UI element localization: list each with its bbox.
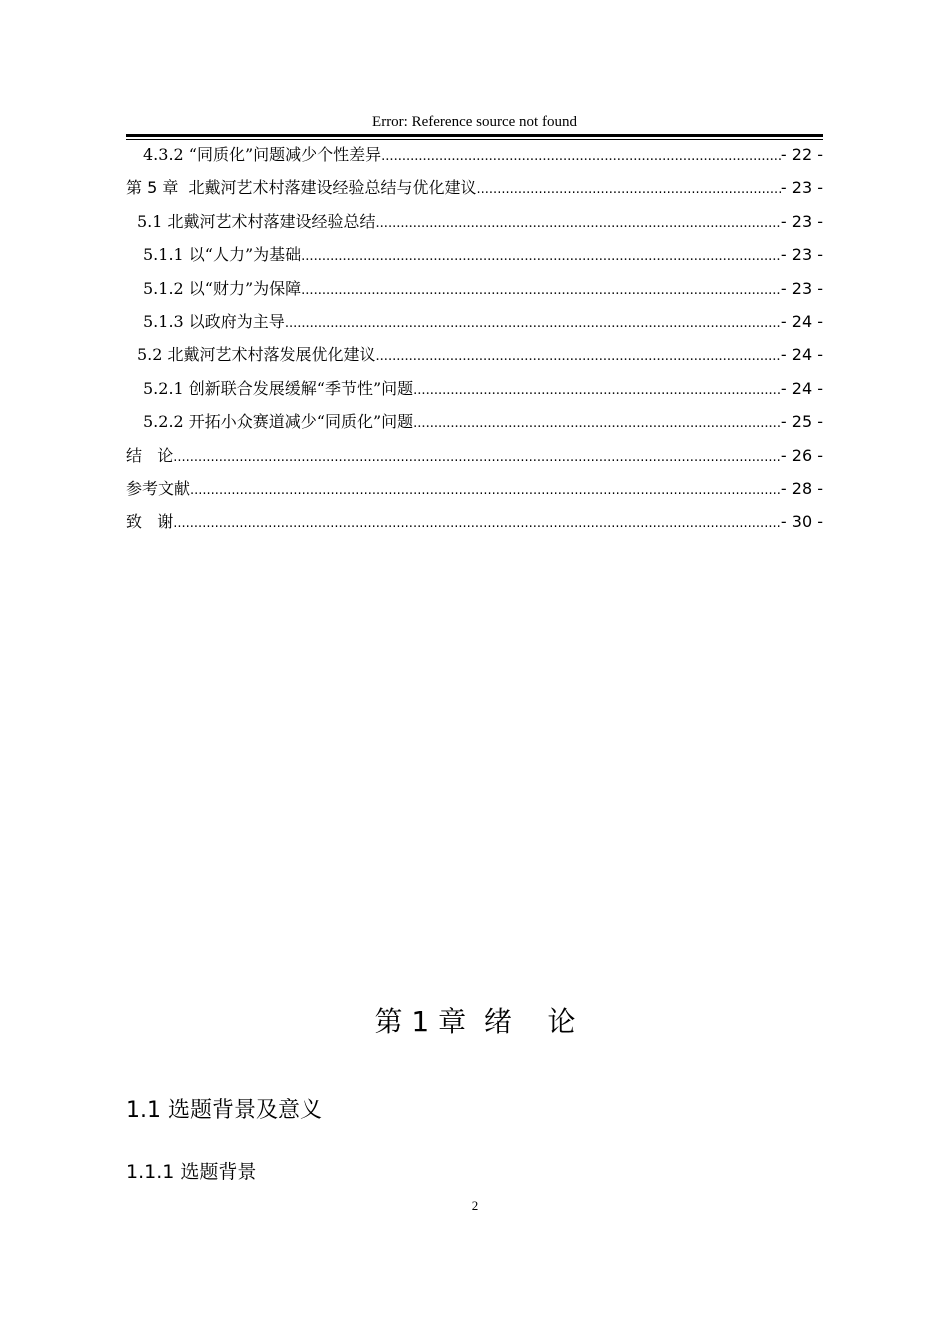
toc-entry[interactable] [126,243,823,276]
toc-entry-page: - 24 - [780,345,823,365]
section-heading: 1.1 选题背景及意义 [126,1098,322,1123]
toc-entry-page: - 22 - [780,145,823,164]
toc-entry-page: - 23 - [780,278,823,298]
toc-dot-leader [477,179,781,201]
toc-entry[interactable] [126,176,823,209]
toc-dot-leader [301,246,781,268]
page-number: 2 [471,1198,479,1213]
toc-entry-title: 结 论 [126,445,174,465]
toc-entry-title: 5.1 北戴河艺术村落建设经验总结 [137,211,376,231]
chapter-title: 第 1 章 绪 论 [374,1005,576,1038]
toc-dot-leader [381,146,781,168]
toc-entry-page: - 24 - [780,311,823,331]
toc-entry[interactable] [126,444,823,477]
header-rule-thick [126,134,823,137]
toc-dot-leader [173,447,781,469]
toc-entry-title: 5.2 北戴河艺术村落发展优化建议 [137,345,376,365]
toc-dot-leader [190,480,781,502]
toc-entry-title: 第 5 章 北戴河艺术村落建设经验总结与优化建议 [126,178,477,198]
toc-entry[interactable] [126,310,823,343]
toc-entry[interactable] [126,410,823,443]
toc-entry-page: - 28 - [780,478,823,498]
toc-entry-page: - 23 - [780,245,823,265]
toc-entry[interactable] [126,477,823,510]
toc-entry-title: 5.1.3 以政府为主导 [143,311,285,331]
toc-entry-title: 参考文献 [126,478,191,498]
toc-entry-title: 致 谢 [126,512,174,532]
toc-entry[interactable] [126,143,823,176]
toc-entry-title: 5.1.1 以“人力”为基础 [143,245,302,265]
header-rule-thin [126,139,823,140]
toc-entry[interactable] [126,277,823,310]
toc-entry-title: 4.3.2 “同质化”问题减少个性差异 [143,145,382,164]
toc-entry-title: 5.1.2 以“财力”为保障 [143,278,302,298]
subsection-heading: 1.1.1 选题背景 [126,1161,257,1183]
running-header: Error: Reference source not found [372,114,577,130]
toc-dot-leader [413,413,781,435]
toc-entry[interactable] [126,210,823,243]
table-of-contents [126,143,823,544]
toc-entry-page: - 26 - [780,445,823,465]
toc-dot-leader [173,513,781,535]
toc-entry-page: - 23 - [780,211,823,231]
toc-entry-title: 5.2.2 开拓小众赛道减少“同质化”问题 [143,412,414,432]
toc-entry-page: - 25 - [780,412,823,432]
toc-dot-leader [285,313,781,335]
toc-entry[interactable] [126,510,823,543]
toc-dot-leader [301,280,781,302]
toc-dot-leader [376,346,781,368]
toc-dot-leader [376,213,781,235]
toc-entry-page: - 30 - [780,512,823,532]
toc-entry[interactable] [126,343,823,376]
toc-entry[interactable] [126,377,823,410]
toc-entry-title: 5.2.1 创新联合发展缓解“季节性”问题 [143,378,414,398]
toc-entry-page: - 24 - [780,378,823,398]
toc-dot-leader [413,380,781,402]
toc-entry-page: - 23 - [780,178,823,198]
